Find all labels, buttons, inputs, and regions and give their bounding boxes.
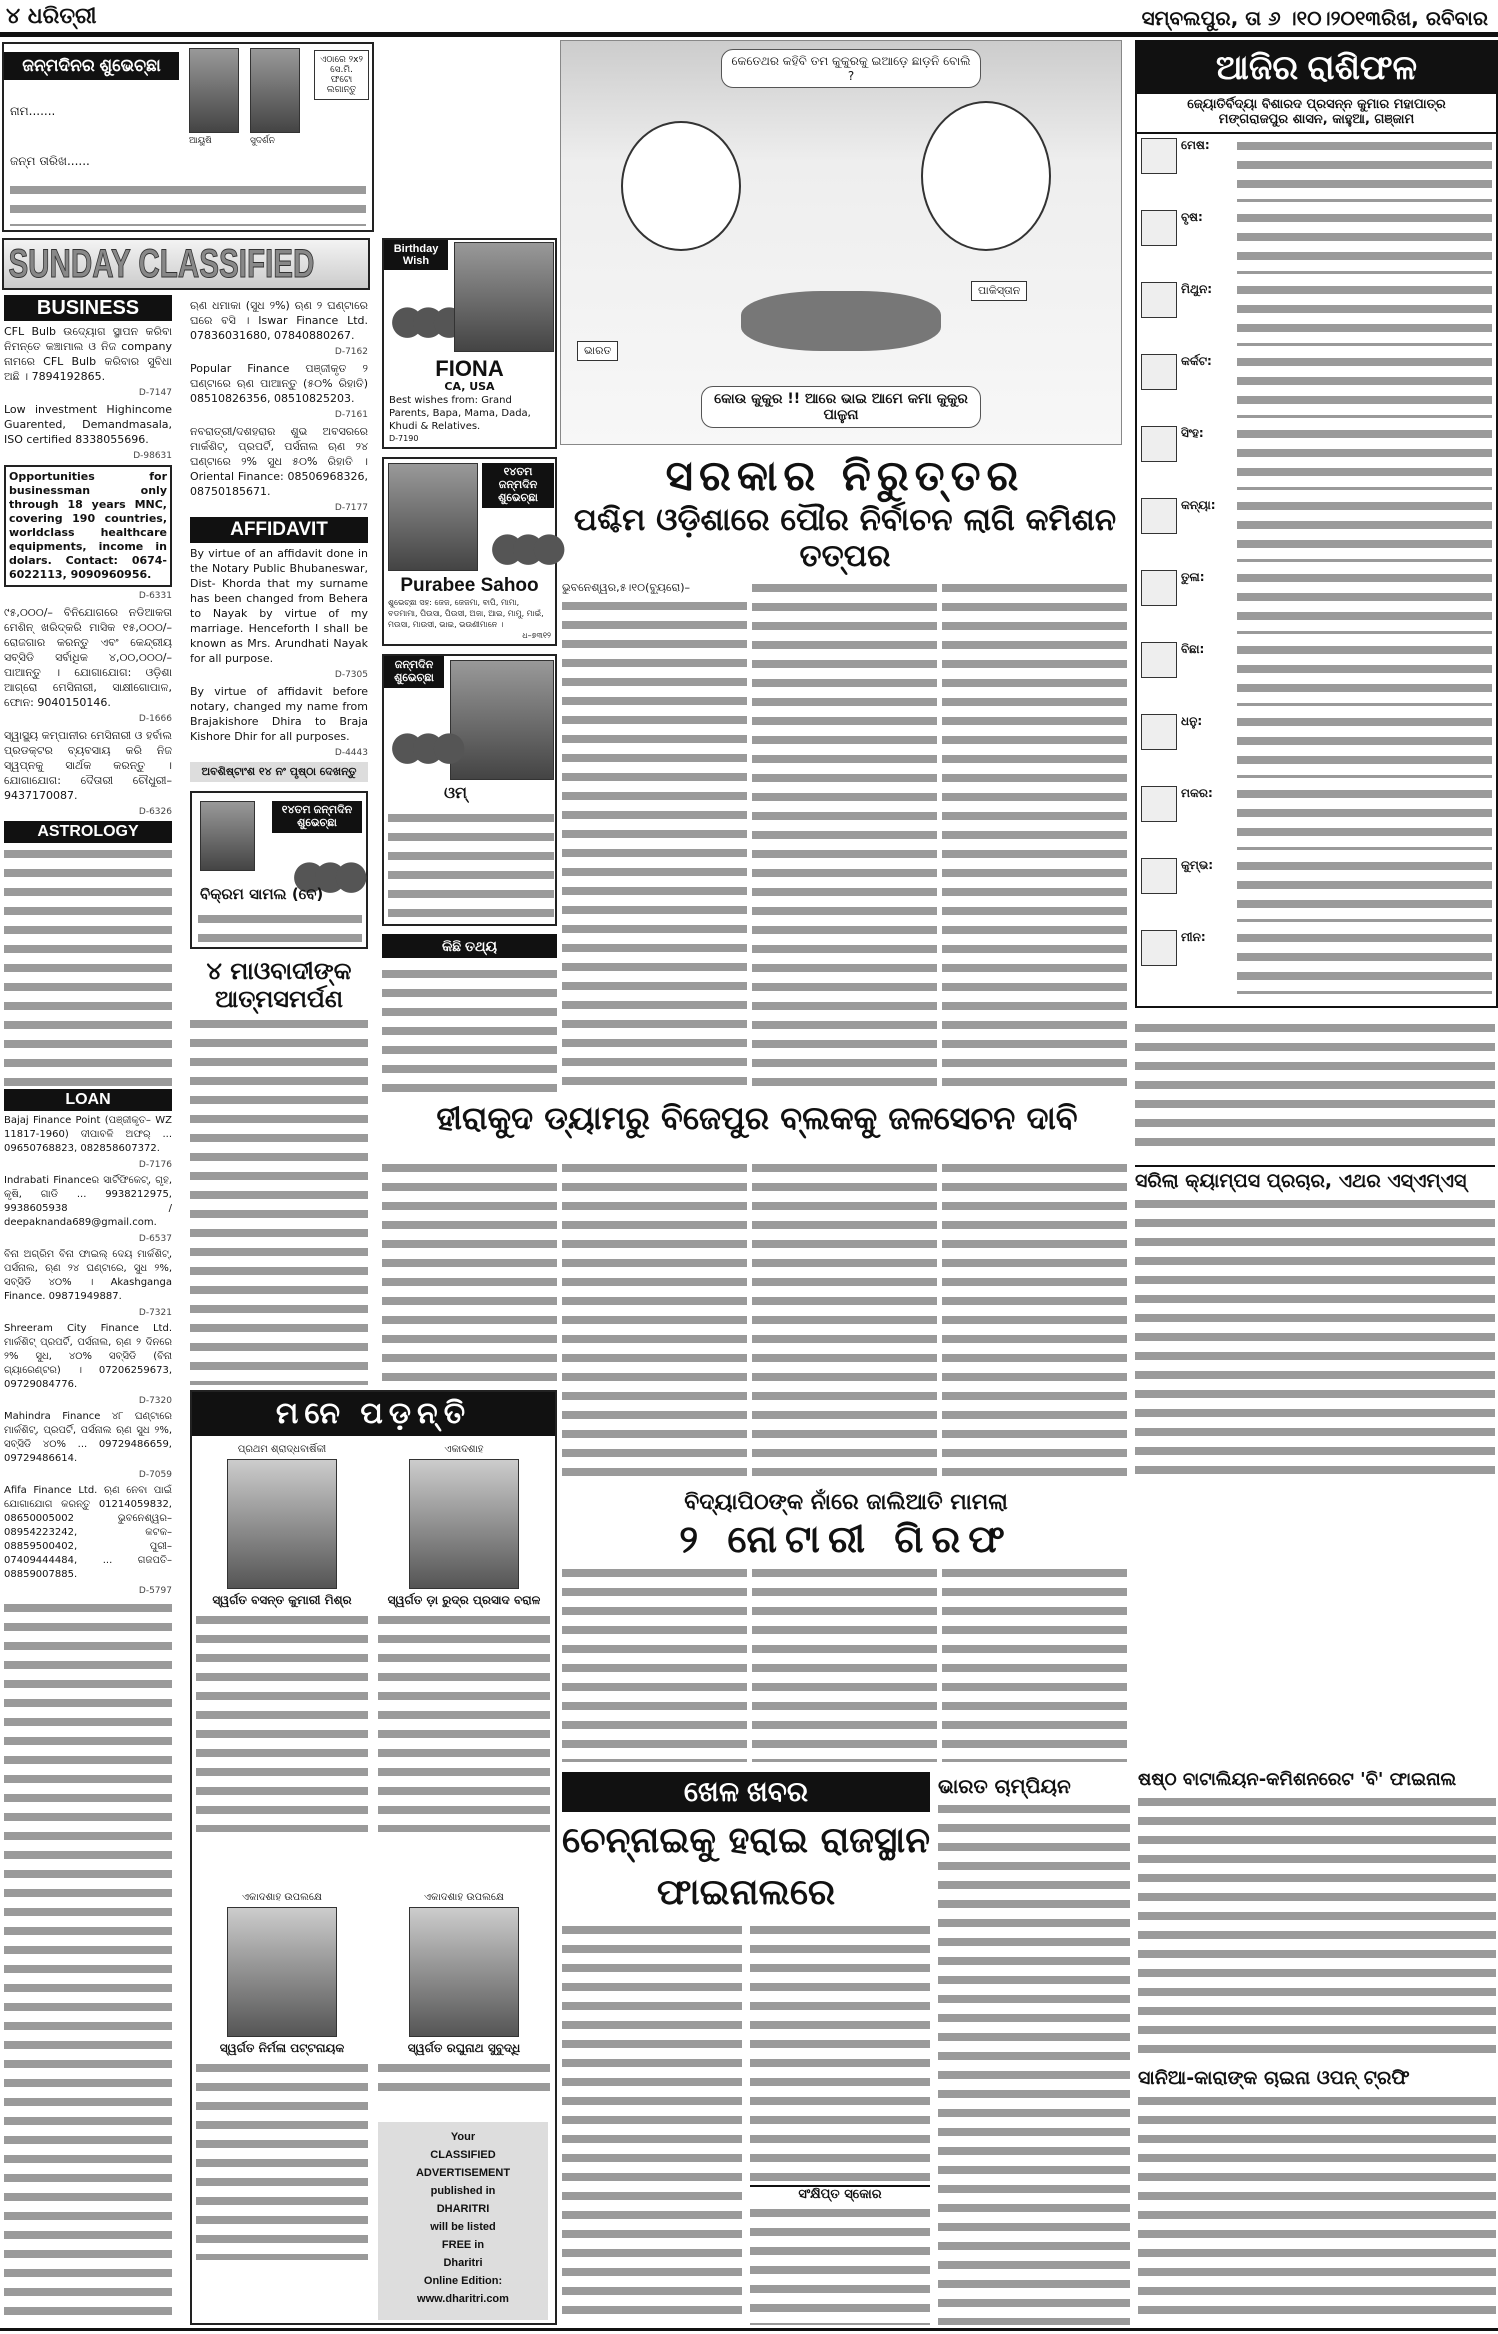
horoscope-sign-entry — [1141, 426, 1492, 494]
horoscope-sign-entry — [1141, 138, 1492, 206]
child-photo — [454, 242, 554, 352]
footer-rule — [0, 2328, 1498, 2331]
sign-name: ବୃଷ: — [1181, 209, 1203, 224]
ad-code: D-6331 — [138, 591, 172, 601]
sania-text — [1138, 2093, 1496, 2325]
promo-line: will be listed — [430, 2221, 496, 2233]
cartoon-dog — [741, 291, 941, 351]
birthday-wish-fiona — [382, 238, 557, 449]
main-story-dateline: ଭୁବନେଶ୍ୱର,୫।୧୦(ବ୍ୟୁରୋ)– — [562, 580, 690, 594]
horoscope-sign-entry — [1141, 642, 1492, 710]
main-story-headline: ପଶ୍ଚିମ ଓଡ଼ିଶାରେ ପୌର ନିର୍ବାଚନ ଲାଗି କମିଶନ ତତ୍ପର — [573, 502, 1117, 574]
zodiac-icon — [1141, 498, 1177, 534]
notary-headline: ୨ ନୋଟାରୀ ଗିରଫ — [679, 1517, 1013, 1562]
sign-name: ମୀନ: — [1181, 929, 1206, 944]
obituary-section — [190, 1390, 557, 2325]
classified-ad: Popular Finance ପଞ୍ଜୀକୃତ ୨ ଘଣ୍ଟାରେ ଋଣ ପାଆନ୍ତୁ (୫୦% ରିହାତି) 08510826356, 08510825203. — [190, 362, 368, 405]
zodiac-icon — [1141, 282, 1177, 318]
sign-name: ମେଷ: — [1181, 137, 1210, 152]
obituary-card — [196, 1444, 368, 1832]
notary-article-text — [752, 1565, 937, 1762]
loan-heading: LOAN — [4, 1089, 172, 1111]
ad-code: D-7059 — [138, 1470, 172, 1480]
obituary-name: ସ୍ୱର୍ଗତ ରଘୁନାଥ ସୁବୁଦ୍ଧି — [407, 2041, 521, 2055]
classified-ad: ସ୍ୱାସ୍ଥ୍ୟ କମ୍ପାନୀର ମେସିନାରୀ ଓ ହର୍ବାଲ ପ୍ରଡକ୍ଟର ବ୍ୟବସାୟ କରି ନିଜ ସ୍ୱପ୍ନକୁ ସାର୍ଥକ କରନ୍ତୁ । ଯୋଗାଯୋଗ: ଦୈତାରୀ ଚୌଧୁରୀ– 9437170087. — [4, 729, 172, 802]
ad-code: D-98631 — [133, 451, 172, 461]
balloons-icon: ●●● — [292, 852, 355, 898]
zodiac-icon — [1141, 858, 1177, 894]
ad-code: D-7162 — [334, 347, 368, 357]
child-name: ଆୟୁଷି — [189, 136, 212, 146]
form-instructions-text — [10, 182, 366, 226]
main-story-text — [562, 598, 747, 1094]
masthead-rule — [0, 32, 1498, 37]
obituary-card — [378, 1892, 550, 2100]
hirakud-article-text — [752, 1160, 937, 1480]
photo-size-note: ଏଠାରେ ୨x୨ ସେ.ମି. ଫଟୋ ଲଗାନ୍ତୁ — [314, 50, 369, 100]
sunday-classified-banner: SUNDAY CLASSIFIED — [8, 242, 315, 286]
obituary-label: ପ୍ରଥମ ଶ୍ରାଦ୍ଧବାର୍ଷିକୀ — [237, 1444, 327, 1455]
affidavit-heading: AFFIDAVIT — [190, 517, 368, 543]
battalion-headline: ଷଷ୍ଠ ବାଟାଲିୟନ-କମିଶନରେଟ 'ବି' ଫାଇନାଲ — [1138, 1769, 1457, 1790]
cartoon-caption: କୋଉ କୁକୁର !! ଆରେ ଭାଇ ଆମେ କମା କୁକୁର ପାଳୁନା — [701, 386, 981, 428]
promo-line: ADVERTISEMENT — [415, 2167, 511, 2179]
wish-text — [198, 911, 362, 945]
obituary-name: ସ୍ୱର୍ଗତ ଡ଼ା ରୁଦ୍ର ପ୍ରସାଦ ବରାଳ — [387, 1593, 541, 1607]
wish-text — [388, 810, 554, 918]
wish-label: ୧୪ତମ ଜନ୍ମଦିନ ଶୁଭେଚ୍ଛା — [272, 801, 362, 833]
birthday-form-title: ଜନ୍ମଦିନର ଶୁଭେଚ୍ଛା — [4, 52, 179, 80]
campus-article-text — [1135, 1196, 1495, 1485]
ad-code: D-7320 — [138, 1396, 172, 1406]
birthday-wish-om — [382, 654, 557, 926]
main-story-kicker: ସରକାର ନିରୁତ୍ତର — [665, 451, 1025, 500]
sign-name: ବିଛା: — [1181, 641, 1205, 656]
classified-column-1 — [4, 295, 172, 2325]
wish-message: Best wishes from: Grand Parents, Bapa, Mama, Dada, Khudi & Relatives. — [389, 394, 531, 432]
ad-code: D-7147 — [138, 388, 172, 398]
hirakud-headline: ହୀରାକୁଦ ଡ୍ୟାମରୁ ବିଜେପୁର ବ୍ଲକକୁ ଜଳସେଚନ ଦାବି — [436, 1099, 1078, 1137]
obituary-title: ମନେ ପଡ଼ନ୍ତି — [192, 1392, 555, 1436]
ad-code: D-1666 — [138, 714, 172, 724]
ad-code: D-5797 — [138, 1586, 172, 1596]
child-photo — [200, 801, 255, 871]
facts-text — [382, 966, 557, 1095]
cartoon-sign-india: ଭାରତ — [577, 341, 618, 361]
ad-code: D-7161 — [334, 410, 368, 420]
horoscope-sign-entry — [1141, 282, 1492, 350]
promo-line: DHARITRI — [436, 2203, 490, 2215]
horoscope-sign-entry — [1141, 498, 1492, 566]
page-number: ୪ ଧରିତ୍ରୀ — [6, 4, 97, 29]
zodiac-icon — [1141, 786, 1177, 822]
obituary-label: ଏକାଦଶାହ ଉପଲକ୍ଷେ — [242, 1892, 322, 1903]
notary-article-text — [942, 1565, 1127, 1762]
sports-section-heading: ଖେଳ ଖବର — [562, 1772, 930, 1812]
sports-headline: ଚେନ୍ନାଇକୁ ହରାଇ ରାଜସ୍ଥାନ ଫାଇନାଲରେ — [562, 1820, 931, 1913]
horoscope-section — [1135, 40, 1498, 1008]
obituary-photo — [227, 1907, 337, 2037]
india-champion-headline: ଭାରତ ଚାମ୍ପିୟନ — [938, 1774, 1071, 1798]
ad-code: D-7305 — [334, 670, 368, 680]
cartoon-sign-pakistan: ପାକିସ୍ତାନ — [971, 281, 1027, 301]
maoist-article-text — [190, 1016, 368, 1385]
classified-ad-boxed: Opportunities for businessman only through 18 years MNC, covering 190 countries, worldclass healthcare equipments, income in dolars. Contact: 0674-6022113, 9090960956. — [4, 465, 172, 587]
cartoon-figure-right — [921, 101, 1051, 251]
classified-ad: ନବରାତ୍ରୀ/ଦଶହରାର ଶୁଭ ଅବସରରେ ମାର୍କଶିଟ୍, ପ୍ରପର୍ଟି, ପର୍ସନାଲ ଋଣ ୨୪ ଘଣ୍ଟାରେ ୨% ସୁଧ ୫୦% ରିହାତି । Oriental Finance: 08506968326, 08750185671. — [190, 425, 368, 498]
zodiac-icon — [1141, 354, 1177, 390]
obituary-photo — [409, 1907, 519, 2037]
business-heading: BUSINESS — [4, 295, 172, 321]
obituary-label: ଏକାଦଶାହ ଉପଲକ୍ଷେ — [424, 1892, 504, 1903]
sunday-classified-banner-box — [2, 238, 370, 290]
classified-ad: ବିନା ଅଗ୍ରିମ ବିନା ଫାଇଲ୍ ଦେୟ ମାର୍କଶିଟ୍, ପର୍ସନାଲ, ଋଣ ୨୪ ଘଣ୍ଟାରେ, ସୁଧ ୨%, ସବ୍‌ସିଡି ୪୦% । Akashganga Finance. 09871949887. — [4, 1249, 172, 1302]
notary-kicker: ବିଦ୍ୟାପିଠଙ୍କ ନାଁରେ ଜାଲିଆତି ମାମଲା — [684, 1490, 1008, 1515]
sign-name: କନ୍ୟା: — [1181, 497, 1216, 512]
classified-ad: Mahindra Finance ୪୮ ଘଣ୍ଟାରେ ମାର୍କଶିଟ୍, ପ୍ରପର୍ଟି, ପର୍ସନାଲ ଋଣ ସୁଧ ୨%, ସବ୍‌ସିଡି ୪୦% ... 09729486659, 09729486614. — [4, 1411, 172, 1464]
sports-article-text — [750, 1922, 930, 2182]
classified-column-2 — [190, 298, 368, 1385]
astrology-heading: ASTROLOGY — [4, 821, 172, 843]
classified-ad: Shreeram City Finance Ltd. ମାର୍କଶିଟ୍ ପ୍ରପର୍ଟି, ପର୍ସନାଲ, ଋଣ ୨ ଦିନରେ ୨% ସୁଧ, ୪୦% ସବ୍‌ସିଡି (ବିନା ଗ୍ୟାରେଣ୍ଟର) । 07206259673, 09729084776. — [4, 1323, 172, 1390]
zodiac-icon — [1141, 714, 1177, 750]
horoscope-sign-entry — [1141, 858, 1492, 926]
horoscope-byline: ଜ୍ୟୋତିର୍ବିଦ୍ୟା ବିଶାରଦ ପ୍ରସନ୍ନ କୁମାର ମହାପାତ୍ର — [1187, 97, 1446, 112]
maoist-headline: ୪ ମାଓବାଦୀଙ୍କ ଆତ୍ମସମର୍ପଣ — [206, 957, 352, 1013]
horoscope-footer-text — [1135, 1020, 1495, 1155]
ad-code: D-7321 — [138, 1308, 172, 1318]
sports-article-text — [562, 1922, 742, 2325]
promo-line: CLASSIFIED — [430, 2149, 496, 2161]
campus-story — [1135, 1165, 1495, 1485]
india-champion-story — [938, 1775, 1130, 2325]
promo-line: published in — [430, 2185, 496, 2197]
ad-code: D-4443 — [334, 748, 368, 758]
sign-name: ମକର: — [1181, 785, 1213, 800]
facts-heading: କିଛି ତଥ୍ୟ — [382, 934, 557, 958]
cartoon-figure-left — [621, 121, 741, 251]
ad-code: D-6537 — [138, 1234, 172, 1244]
editorial-cartoon — [560, 40, 1122, 445]
horoscope-sign-entry — [1141, 930, 1492, 998]
hirakud-article-text — [382, 1160, 557, 1385]
notary-article-text — [562, 1565, 747, 1762]
balloons-icon: ●●● — [390, 722, 453, 769]
child-name: ସୁଦର୍ଶନ — [250, 136, 275, 146]
birthday-form-box — [2, 42, 374, 232]
child-photo — [388, 463, 478, 571]
zodiac-icon — [1141, 210, 1177, 246]
online-edition-promo — [378, 2122, 548, 2320]
ad-code: D-7190 — [389, 433, 419, 443]
promo-line: Dharitri — [443, 2257, 483, 2269]
obituary-photo — [227, 1459, 337, 1589]
obituary-photo — [409, 1459, 519, 1589]
short-score-heading: ସଂକ୍ଷିପ୍ତ ସ୍କୋର — [750, 2185, 930, 2202]
child-photo — [450, 660, 554, 780]
india-champion-text — [938, 1801, 1130, 2325]
affidavit-notice: By virtue of an affidavit done in the Notary Public Bhubaneswar, Dist- Khorda that my surname has been changed from Behera to Nayak by virtue of my marriage. Henceforth I shall be known as Mrs. Arundhati Nayak for all purpose. — [190, 547, 368, 665]
balloons-icon: ●●● — [490, 523, 553, 570]
horoscope-sign-entry — [1141, 210, 1492, 278]
birthday-wish-bikram — [190, 791, 368, 949]
child-photo — [189, 48, 239, 133]
obituary-label: ଏକାଦଶାହ — [444, 1444, 484, 1455]
horoscope-place: ମଙ୍ଗରାଜପୁର ଶାସନ, କାହୁଆ, ଗଞ୍ଜାମ — [1137, 113, 1496, 134]
notary-story — [562, 1490, 1130, 1762]
obituary-name: ସ୍ୱର୍ଗତ ନିର୍ମଳା ପଟ୍ଟନାୟକ — [219, 2041, 345, 2055]
promo-line: Online Edition: — [423, 2275, 503, 2287]
classified-ad: CFL Bulb ଉଦ୍ୟୋଗ ସ୍ଥାପନ କରିବା ନିମନ୍ତେ କଞ୍ଚାମାଲ ଓ ନିଜ company ନାମରେ CFL Bulb କରିବାର ସୁବିଧା ଅଛି । 7894192865. — [4, 325, 172, 383]
horoscope-title: ଆଜିର ରାଶିଫଳ — [1137, 42, 1496, 94]
horoscope-sign-entry — [1141, 786, 1492, 854]
astrology-ads-text — [4, 846, 172, 1086]
child-name: ବିକ୍ରମ ସାମଲ (ବେ) — [200, 885, 324, 903]
classified-ad: ୯୫,୦୦୦/– ବିନିଯୋଗରେ ନଡିଆକତା ମେଶିନ୍ ଖରିଦ୍‌କରି ମାସିକ ୧୫,୦୦୦/– ରୋଜଗାର କରନ୍ତୁ ଏବଂ କେନ୍ଦ୍ରୀୟ ସବ୍‌ସିଡି ସର୍ବାଧିକ ୪,୦୦,୦୦୦/– ପାଆନ୍ତୁ । ଯୋଗାଯୋଗ: ଓଡ଼ିଶା ଆଗ୍ରୋ ମେସିନାରୀ, ସାକ୍ଷୀଗୋପାଳ, ଫୋନ: 9040150146. — [4, 606, 172, 709]
classified-ad: Indrabati Financeର ସାର୍ଟିଫିକେଟ୍, ଗୃହ, କୃଷି, ଗାଡି ... 9938212975, 9938605938 / deepaknanda689@gmail.com. — [4, 1175, 172, 1228]
hirakud-article-text — [562, 1160, 747, 1480]
affidavit-notice: By virtue of affidavit before notary, changed my name from Brajakishore Dhira to Braja Kishore Dhir for all purposes. — [190, 685, 368, 743]
classified-ad: ଋଣ ଧମାକା (ସୁଧ ୨%) ଋଣ ୨ ଘଣ୍ଟାରେ ଘରେ ବସି । Iswar Finance Ltd. 07836031680, 07840880267. — [190, 299, 368, 342]
battalion-text — [1138, 1794, 1496, 2062]
wish-label: ଜନ୍ମଦିନ ଶୁଭେଚ୍ଛା — [384, 656, 444, 688]
loan-ads-continued-text — [4, 1600, 172, 2325]
ad-code: ଧ–୭୩୧୨ — [522, 630, 551, 640]
sign-name: ମିଥୁନ: — [1181, 281, 1213, 296]
form-name-field: ନାମ....... — [10, 104, 56, 118]
ad-code: D-7176 — [138, 1160, 172, 1170]
child-name: FIONA — [435, 356, 504, 381]
child-name: ଓମ୍ — [444, 782, 467, 802]
cartoon-speech-bubble: କେତେଥର କହିବି ତମ କୁକୁରକୁ ଇଆଡ଼େ ଛାଡ଼ନି ବୋଲି ? — [721, 49, 981, 88]
continued-notice: ଅବଶିଷ୍ଟାଂଶ ୧୪ ନଂ ପୃଷ୍ଠା ଦେଖନ୍ତୁ — [190, 762, 368, 782]
horoscope-sign-entry — [1141, 714, 1492, 782]
sania-headline: ସାନିଆ-କାରାଙ୍କ ଚାଇନା ଓପନ୍ ଟ୍ରଫି — [1138, 2067, 1410, 2089]
wishes-column — [382, 238, 557, 1095]
classified-ad: Low investment Highincome Guarented, Demandmasala, ISO certified 8338055696. — [4, 403, 172, 446]
main-story — [560, 452, 1130, 1096]
birthday-wish-purabee — [382, 457, 557, 646]
sign-name: କର୍କଟ: — [1181, 353, 1212, 368]
zodiac-icon — [1141, 642, 1177, 678]
obituary-card — [378, 1444, 550, 1832]
classified-ad: Afifa Finance Ltd. ଋଣ ନେବା ପାଇଁ ଯୋଗାଯୋଗ କରନ୍ତୁ 01214059832, 08650005002 ଭୁବନେଶ୍ୱର– 08954223242, କଟକ– 08859500402, ପୁରୀ– 07409444484, ... ଗଜପତି– 08859007885. — [4, 1485, 172, 1580]
sports-story — [562, 1772, 930, 2325]
short-score-text — [750, 2205, 930, 2325]
dateline: ସମ୍ବଲପୁର, ତା ୬ ।୧୦।୨୦୧୩ରିଖ, ରବିବାର — [1141, 6, 1488, 30]
zodiac-icon — [1141, 138, 1177, 174]
main-story-text — [752, 580, 937, 1094]
sign-name: କୁମ୍ଭ: — [1181, 857, 1214, 872]
promo-line: Your — [450, 2131, 476, 2143]
campus-headline: ସରିଲା କ୍ୟାମ୍ପସ ପ୍ରଚାର, ଏଥର ଏସ୍‌ଏମ୍‌ଏସ୍ — [1135, 1170, 1467, 1192]
promo-line: FREE in — [441, 2239, 485, 2251]
sign-name: ସିଂହ: — [1181, 425, 1204, 440]
wish-label: ୧୪ତମ ଜନ୍ମଦିନ ଶୁଭେଚ୍ଛା — [482, 463, 554, 508]
wish-place: CA, USA — [444, 380, 495, 394]
obituary-card — [196, 1892, 368, 2260]
main-story-text — [942, 580, 1127, 1094]
sign-name: ତୁଳା: — [1181, 569, 1205, 584]
sign-name: ଧନୁ: — [1181, 713, 1203, 728]
horoscope-sign-entry — [1141, 354, 1492, 422]
sania-story — [1138, 2068, 1496, 2325]
child-photo — [250, 48, 300, 133]
zodiac-icon — [1141, 426, 1177, 462]
horoscope-sign-entry — [1141, 570, 1492, 638]
ad-code: D-6326 — [138, 807, 172, 817]
form-dob-field: ଜନ୍ମ ତାରିଖ...... — [10, 154, 90, 168]
ad-code: D-7177 — [334, 503, 368, 513]
zodiac-icon — [1141, 930, 1177, 966]
promo-line: www.dharitri.com — [417, 2293, 509, 2305]
obituary-name: ସ୍ୱର୍ଗତ ବସନ୍ତ କୁମାରୀ ମିଶ୍ର — [212, 1593, 352, 1607]
zodiac-icon — [1141, 570, 1177, 606]
classified-ad: Bajaj Finance Point (ପଞ୍ଜୀକୃତ– WZ 11817-1960) ଦୀପାବଳି ଅଫର୍ ... 09650768823, 082858607372. — [4, 1115, 172, 1154]
battalion-story — [1138, 1770, 1496, 2062]
balloons-icon: ●●● — [390, 297, 453, 343]
wish-label: Birthday Wish — [384, 240, 448, 270]
child-name: Purabee Sahoo — [400, 574, 539, 596]
hirakud-article-text — [942, 1160, 1127, 1480]
wish-message: ଶୁଭେଚ୍ଛା ସହ: ଜେଜ, ଜେଜମା, ବାପି, ମାମା, ବଡମାମା, ପିଉସା, ପିଉସୀ, ଅଜା, ଆଇ, ମାମୁ, ମାଇଁ, ମଉସା, ମାଉସୀ, ଭାଇ, ଭଉଣୀମାନେ । — [388, 597, 544, 629]
